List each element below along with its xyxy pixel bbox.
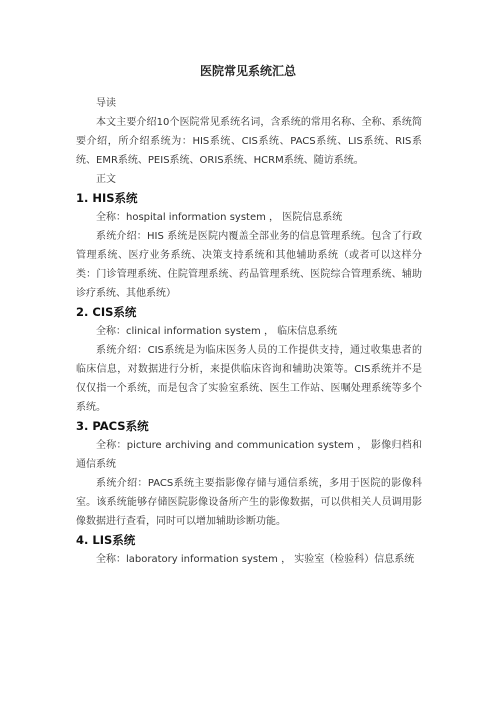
section-his [76,189,422,303]
section-fullname: 全称：hospital information system ， 医院信息系统 [96,212,343,223]
section-lis [76,531,422,569]
section-heading: 3. PACS系统 [76,419,149,433]
body-label: 正文 [96,174,116,185]
section-description: 系统介绍：HIS 系统是医院内覆盖全部业务的信息管理系统。包含了行政管理系统、医疗业务系统、决策支持系统和其他辅助系统（或者可以这样分类：门诊管理系统、住院管理系统、药品管理系统、医院综合管理系统、辅助诊疗系统、其他系统） [76,231,422,299]
section-fullname: 全称：laboratory information system ， 实验室（检验科）信息系统 [96,554,415,565]
section-description: 系统介绍：PACS系统主要指影像存储与通信系统，多用于医院的影像科室。该系统能够存储医院影像设备所产生的影像数据，可以供相关人员调用影像数据进行查看，同时可以增加辅助诊断功能。 [76,478,422,527]
intro-label: 导读 [96,98,116,109]
document-title: 医院常见系统汇总 [199,64,296,78]
section-heading: 1. HIS系统 [76,191,138,205]
intro-text: 本文主要介绍10个医院常见系统名词，含系统的常用名称、全称、系统简要介绍，所介绍系统为：HIS系统、CIS系统、PACS系统、LIS系统、RIS系统、EMR系统、PEIS系统、ORIS系统、HCRM系统、随访系统。 [76,117,422,166]
document-body [76,94,422,569]
section-heading: 2. CIS系统 [76,305,137,319]
section-pacs [76,417,422,531]
section-heading: 4. LIS系统 [76,533,136,547]
section-cis [76,303,422,417]
section-fullname: 全称：clinical information system ， 临床信息系统 [96,326,338,337]
section-description: 系统介绍：CIS系统是为临床医务人员的工作提供支持，通过收集患者的临床信息，对数据进行分析，来提供临床咨询和辅助决策等。CIS系统并不是仅仅指一个系统，而是包含了实验室系统、医生工作站、医嘱处理系统等多个系统。 [76,345,422,413]
section-fullname: 全称：picture archiving and communication system ， 影像归档和通信系统 [76,440,422,470]
